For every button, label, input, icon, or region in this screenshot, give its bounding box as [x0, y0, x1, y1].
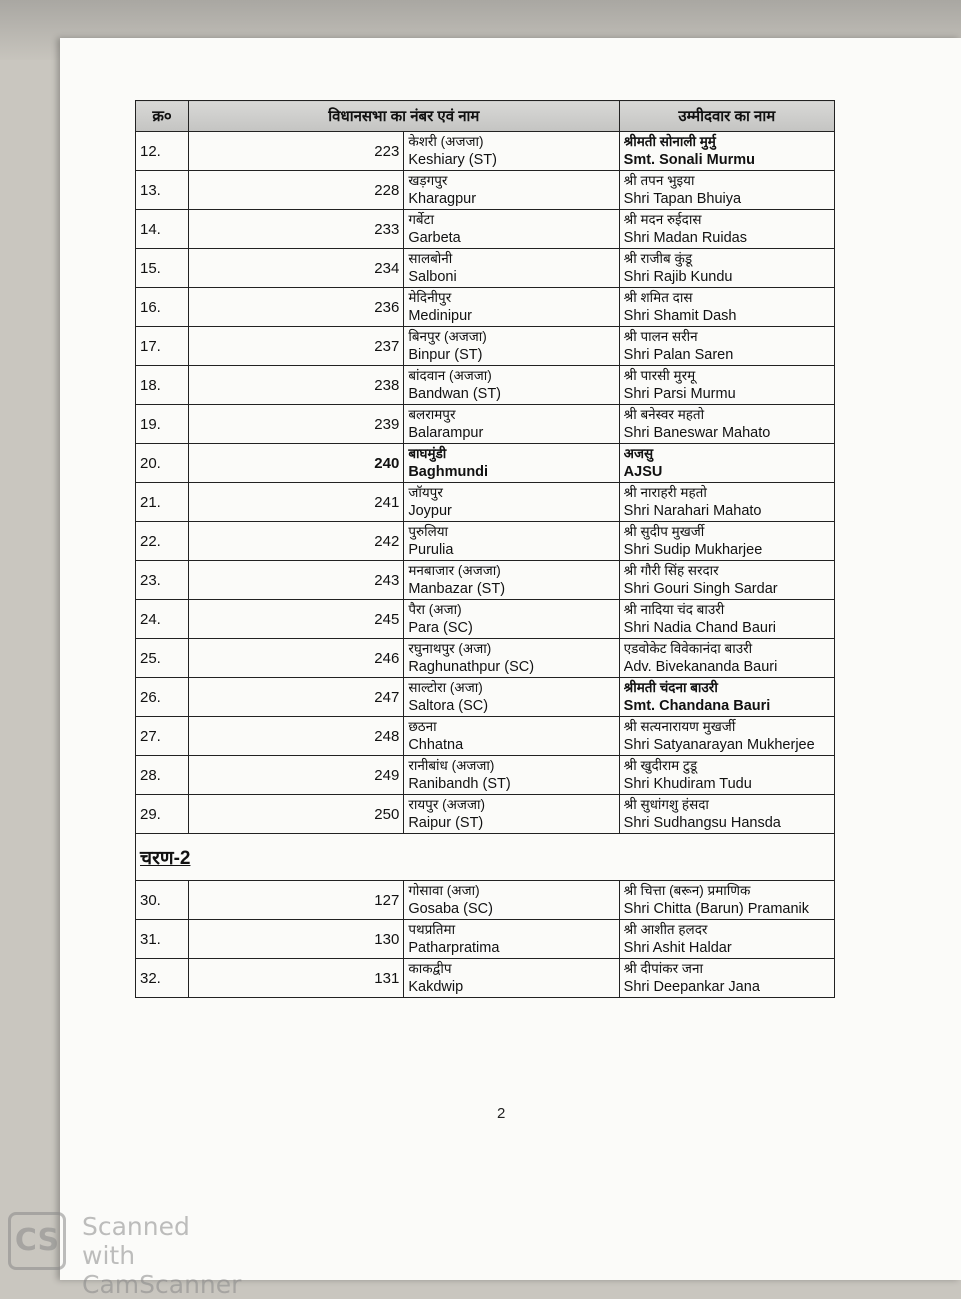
- constituency-name-cell: [404, 795, 619, 834]
- phase-row: [136, 834, 835, 881]
- table-row: [136, 210, 835, 249]
- constituency-name-hindi: खड़गपुर: [408, 173, 448, 188]
- serial-number-cell: 21.: [136, 483, 189, 522]
- constituency-name-hindi: बांदवान (अजजा): [408, 368, 492, 383]
- watermark-text: [82, 1212, 248, 1299]
- candidate-name-hindi: श्री सुदीप मुखर्जी: [623, 524, 705, 539]
- candidate-name-hindi: श्री सत्यनारायण मुखर्जी: [623, 719, 736, 734]
- constituency-name-hindi: जॉयपुर: [408, 485, 443, 500]
- table-row: [136, 132, 835, 171]
- constituency-name-hindi: गर्बेटा: [408, 212, 434, 227]
- constituency-name-hindi: सालबोनी: [408, 251, 453, 266]
- candidate-name-cell: [619, 171, 834, 210]
- phase-section: [136, 834, 835, 881]
- constituency-name-english: Joypur: [408, 503, 452, 519]
- candidate-name-english: Smt. Sonali Murmu: [623, 152, 755, 168]
- candidate-table: [135, 100, 835, 998]
- candidate-name-english: Shri Sudhangsu Hansda: [623, 815, 781, 831]
- constituency-number-cell: 127: [189, 881, 404, 920]
- table-row: [136, 483, 835, 522]
- constituency-number-cell: 223: [189, 132, 404, 171]
- table-row: [136, 717, 835, 756]
- constituency-number-cell: 237: [189, 327, 404, 366]
- candidate-name-hindi: श्रीमती चंदना बाउरी: [623, 680, 718, 695]
- serial-number-cell: 13.: [136, 171, 189, 210]
- candidate-name-hindi: श्री तपन भुइया: [623, 173, 695, 188]
- candidate-name-cell: [619, 795, 834, 834]
- constituency-name-english: Bandwan (ST): [408, 386, 502, 402]
- constituency-name-cell: [404, 881, 619, 920]
- table-row: [136, 920, 835, 959]
- constituency-name-hindi: रघुनाथपुर (अजा): [408, 641, 492, 656]
- table-header-row: [136, 101, 835, 132]
- table-row: [136, 171, 835, 210]
- candidate-name-cell: [619, 210, 834, 249]
- constituency-number-cell: 245: [189, 600, 404, 639]
- candidate-name-english: Shri Khudiram Tudu: [623, 776, 752, 792]
- candidate-name-english: Shri Nadia Chand Bauri: [623, 620, 776, 636]
- candidate-name-hindi: अजसु: [623, 446, 654, 461]
- constituency-name-cell: [404, 171, 619, 210]
- table-row: [136, 678, 835, 717]
- candidate-name-cell: [619, 600, 834, 639]
- serial-number-cell: 19.: [136, 405, 189, 444]
- constituency-name-english: Kakdwip: [408, 979, 464, 995]
- constituency-number-cell: 238: [189, 366, 404, 405]
- constituency-name-english: Salboni: [408, 269, 457, 285]
- constituency-name-english: Manbazar (ST): [408, 581, 506, 597]
- constituency-name-hindi: केशरी (अजजा): [408, 134, 484, 149]
- serial-number-cell: 24.: [136, 600, 189, 639]
- candidate-name-cell: [619, 249, 834, 288]
- table-row: [136, 366, 835, 405]
- constituency-name-hindi: रायपुर (अजजा): [408, 797, 485, 812]
- constituency-number-cell: 234: [189, 249, 404, 288]
- constituency-name-cell: [404, 249, 619, 288]
- constituency-name-english: Binpur (ST): [408, 347, 483, 363]
- constituency-name-hindi: छठना: [408, 719, 437, 734]
- candidate-name-hindi: श्री नादिया चंद बाउरी: [623, 602, 725, 617]
- serial-number-cell: 29.: [136, 795, 189, 834]
- constituency-number-cell: 248: [189, 717, 404, 756]
- table-row: [136, 795, 835, 834]
- serial-number-cell: 31.: [136, 920, 189, 959]
- candidate-name-cell: [619, 920, 834, 959]
- constituency-name-cell: [404, 444, 619, 483]
- candidate-name-cell: [619, 405, 834, 444]
- constituency-name-cell: [404, 366, 619, 405]
- constituency-name-english: Baghmundi: [408, 464, 489, 480]
- constituency-name-english: Ranibandh (ST): [408, 776, 511, 792]
- constituency-name-english: Purulia: [408, 542, 454, 558]
- constituency-number-cell: 249: [189, 756, 404, 795]
- constituency-name-hindi: पैरा (अजा): [408, 602, 462, 617]
- constituency-name-english: Gosaba (SC): [408, 901, 493, 917]
- candidate-name-hindi: श्री राजीब कुंडू: [623, 251, 693, 266]
- constituency-name-cell: [404, 639, 619, 678]
- constituency-name-english: Keshiary (ST): [408, 152, 497, 168]
- serial-number-cell: 20.: [136, 444, 189, 483]
- candidate-name-cell: [619, 881, 834, 920]
- constituency-name-cell: [404, 600, 619, 639]
- constituency-name-english: Kharagpur: [408, 191, 477, 207]
- candidate-name-english: AJSU: [623, 464, 663, 480]
- serial-number-cell: 15.: [136, 249, 189, 288]
- constituency-name-cell: [404, 522, 619, 561]
- constituency-name-hindi: रानीबांध (अजजा): [408, 758, 495, 773]
- candidate-name-english: Shri Baneswar Mahato: [623, 425, 771, 441]
- serial-number-cell: 27.: [136, 717, 189, 756]
- candidate-name-cell: [619, 756, 834, 795]
- constituency-name-english: Balarampur: [408, 425, 484, 441]
- candidate-name-english: Shri Tapan Bhuiya: [623, 191, 742, 207]
- constituency-name-english: Chhatna: [408, 737, 464, 753]
- constituency-number-cell: 250: [189, 795, 404, 834]
- constituency-name-cell: [404, 678, 619, 717]
- candidate-name-hindi: श्री दीपांकर जना: [623, 961, 703, 976]
- candidate-name-hindi: एडवोकेट विवेकानंदा बाउरी: [623, 641, 753, 656]
- candidate-name-hindi: श्री गौरी सिंह सरदार: [623, 563, 719, 578]
- camscanner-logo-icon: CS: [8, 1212, 66, 1270]
- constituency-name-cell: [404, 920, 619, 959]
- candidate-name-english: Shri Shamit Dash: [623, 308, 737, 324]
- candidate-name-cell: [619, 444, 834, 483]
- constituency-name-cell: [404, 288, 619, 327]
- serial-number-cell: 25.: [136, 639, 189, 678]
- constituency-number-cell: 130: [189, 920, 404, 959]
- constituency-name-english: Saltora (SC): [408, 698, 489, 714]
- constituency-number-cell: 247: [189, 678, 404, 717]
- table-row: [136, 327, 835, 366]
- watermark-line-1: Scanned with: [82, 1212, 190, 1270]
- constituency-name-cell: [404, 210, 619, 249]
- candidate-name-english: Shri Palan Saren: [623, 347, 734, 363]
- candidate-name-cell: [619, 959, 834, 998]
- constituency-name-hindi: मनबाजार (अजजा): [408, 563, 501, 578]
- table-body-phase-1: [136, 132, 835, 834]
- constituency-name-hindi: पुरुलिया: [408, 524, 449, 539]
- constituency-name-english: Garbeta: [408, 230, 461, 246]
- camscanner-watermark: [8, 1210, 248, 1299]
- candidate-name-english: Shri Chitta (Barun) Pramanik: [623, 901, 809, 917]
- candidate-name-english: Shri Ashit Haldar: [623, 940, 732, 956]
- page-number: 2: [497, 1105, 506, 1122]
- candidate-name-english: Shri Satyanarayan Mukherjee: [623, 737, 815, 753]
- constituency-name-cell: [404, 483, 619, 522]
- serial-number-cell: 26.: [136, 678, 189, 717]
- candidate-name-english: Shri Madan Ruidas: [623, 230, 747, 246]
- table-row: [136, 249, 835, 288]
- serial-number-cell: 23.: [136, 561, 189, 600]
- constituency-name-cell: [404, 327, 619, 366]
- candidate-name-english: Shri Rajib Kundu: [623, 269, 733, 285]
- table-row: [136, 881, 835, 920]
- candidate-name-cell: [619, 483, 834, 522]
- constituency-number-cell: 241: [189, 483, 404, 522]
- header-serial: क्र०: [136, 101, 189, 132]
- constituency-name-hindi: गोसावा (अजा): [408, 883, 480, 898]
- candidate-name-hindi: श्री मदन रुईदास: [623, 212, 702, 227]
- constituency-name-english: Para (SC): [408, 620, 473, 636]
- candidate-name-hindi: श्री बनेस्वर महतो: [623, 407, 705, 422]
- constituency-name-cell: [404, 405, 619, 444]
- header-constituency: विधानसभा का नंबर एवं नाम: [189, 101, 620, 132]
- candidate-name-cell: [619, 678, 834, 717]
- table-row: [136, 600, 835, 639]
- candidate-name-english: Shri Gouri Singh Sardar: [623, 581, 778, 597]
- constituency-name-english: Patharpratima: [408, 940, 500, 956]
- table-row: [136, 522, 835, 561]
- serial-number-cell: 12.: [136, 132, 189, 171]
- constituency-name-hindi: साल्टोरा (अजा): [408, 680, 483, 695]
- document-page: [60, 38, 961, 1280]
- serial-number-cell: 30.: [136, 881, 189, 920]
- candidate-name-cell: [619, 366, 834, 405]
- candidate-name-cell: [619, 717, 834, 756]
- candidate-name-hindi: श्री खुदीराम टुडू: [623, 758, 698, 773]
- constituency-number-cell: 228: [189, 171, 404, 210]
- candidate-table-wrap: [135, 100, 835, 998]
- table-row: [136, 444, 835, 483]
- table-body-phase-2: [136, 881, 835, 998]
- candidate-name-english: Smt. Chandana Bauri: [623, 698, 771, 714]
- constituency-number-cell: 243: [189, 561, 404, 600]
- candidate-name-cell: [619, 132, 834, 171]
- candidate-name-english: Shri Sudip Mukharjee: [623, 542, 763, 558]
- constituency-name-english: Raghunathpur (SC): [408, 659, 535, 675]
- candidate-name-hindi: श्री सुधांगशु हंसदा: [623, 797, 709, 812]
- watermark-line-2: CamScanner: [82, 1270, 242, 1299]
- candidate-name-hindi: श्री शमित दास: [623, 290, 693, 305]
- candidate-name-hindi: श्री नाराहरी महतो: [623, 485, 707, 500]
- table-row: [136, 756, 835, 795]
- serial-number-cell: 16.: [136, 288, 189, 327]
- header-candidate: उम्मीदवार का नाम: [619, 101, 834, 132]
- constituency-number-cell: 233: [189, 210, 404, 249]
- constituency-name-cell: [404, 561, 619, 600]
- candidate-name-cell: [619, 522, 834, 561]
- constituency-name-hindi: मेदिनीपुर: [408, 290, 452, 305]
- constituency-name-cell: [404, 132, 619, 171]
- constituency-name-hindi: बलरामपुर: [408, 407, 456, 422]
- constituency-name-cell: [404, 959, 619, 998]
- candidate-name-english: Adv. Bivekananda Bauri: [623, 659, 778, 675]
- serial-number-cell: 14.: [136, 210, 189, 249]
- constituency-name-cell: [404, 756, 619, 795]
- candidate-name-hindi: श्रीमती सोनाली मुर्मु: [623, 134, 716, 149]
- constituency-name-hindi: बिनपुर (अजजा): [408, 329, 487, 344]
- candidate-name-hindi: श्री पालन सरीन: [623, 329, 698, 344]
- constituency-name-english: Medinipur: [408, 308, 472, 324]
- candidate-name-english: Shri Deepankar Jana: [623, 979, 760, 995]
- constituency-number-cell: 240: [189, 444, 404, 483]
- candidate-name-cell: [619, 288, 834, 327]
- constituency-number-cell: 246: [189, 639, 404, 678]
- table-row: [136, 959, 835, 998]
- candidate-name-hindi: श्री आशीत हलदर: [623, 922, 708, 937]
- table-row: [136, 405, 835, 444]
- candidate-name-cell: [619, 561, 834, 600]
- serial-number-cell: 18.: [136, 366, 189, 405]
- serial-number-cell: 32.: [136, 959, 189, 998]
- candidate-name-cell: [619, 327, 834, 366]
- candidate-name-english: Shri Narahari Mahato: [623, 503, 762, 519]
- constituency-number-cell: 236: [189, 288, 404, 327]
- candidate-name-hindi: श्री पारसी मुरमू: [623, 368, 696, 383]
- table-row: [136, 288, 835, 327]
- constituency-number-cell: 131: [189, 959, 404, 998]
- candidate-name-hindi: श्री चित्ता (बरून) प्रमाणिक: [623, 883, 751, 898]
- constituency-number-cell: 242: [189, 522, 404, 561]
- constituency-number-cell: 239: [189, 405, 404, 444]
- constituency-name-hindi: बाघमुंडी: [408, 446, 447, 461]
- constituency-name-english: Raipur (ST): [408, 815, 484, 831]
- constituency-name-cell: [404, 717, 619, 756]
- table-row: [136, 561, 835, 600]
- candidate-name-english: Shri Parsi Murmu: [623, 386, 736, 402]
- serial-number-cell: 28.: [136, 756, 189, 795]
- serial-number-cell: 17.: [136, 327, 189, 366]
- serial-number-cell: 22.: [136, 522, 189, 561]
- table-row: [136, 639, 835, 678]
- candidate-name-cell: [619, 639, 834, 678]
- constituency-name-hindi: काकद्वीप: [408, 961, 452, 976]
- phase-label: चरण-2: [140, 848, 191, 869]
- constituency-name-hindi: पथप्रतिमा: [408, 922, 456, 937]
